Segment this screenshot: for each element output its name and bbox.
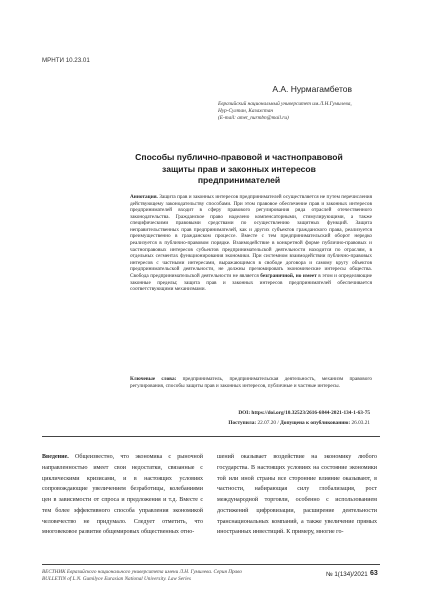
affiliation-email: (E-mail: amet_nurmbn@mail.ru) [218,115,289,122]
journal-footer [42,569,242,583]
keywords-label: Ключевые слова: [130,376,177,382]
article-title: Способы публично-правовой и частноправовой защиты прав и законных интересов предпринимателей [135,152,343,185]
abstract-text-tail: в этом и определяющие законные пределы; защита прав и законных интересов предпринимателей обеспечивается соответствующими механизмами. [130,272,372,293]
abstract-text: Защита прав и законных интересов предпринимателей осуществляется не путем перечисления действующему законодательству способами. При этом правовое обеспечение прав и законных интересов предпринимателей входит в сферу правового регулирования ряда отраслей отечественного законодательства. Гражданское право наделено компенсаторными, стимулирующими, а также специфическими правовыми средствами по осуществлению защитных функций. Защита неправительственных прав предпринимателей, как и других субъектов гражданского права, реализуется преимущественно в гражданском процессе. Вместе с тем предпринимательский оборот нередко реализуется в публично-правовом порядке. Взаимодействие в конкретной форме публично-правовых и частноправовых интересов субъектов предпринимательской деятельности находится по отраслям, в отдельных сегментах функционирования экономики. При системном взаимодействии публично-правовых интересов с частными интересами, выражающимся в свободе договора и самому кругу объектов предпринимательской деятельности, не должны презюмировать экономические интересы общества. Свобода предпринимательской деятельности не является [130,194,372,279]
received-date: 22.07.20 [257,420,277,426]
page-number: 63 [370,570,378,577]
doi-link[interactable]: DOI: https://doi.org/10.32523/2616-6844-2021-134-1-63-75 [238,410,370,416]
intro-label: Введение. [42,454,69,460]
affiliation-city: Нур-Султан, Казахстан [218,108,274,115]
abstract-bold-text: безграничной, но имеет [260,272,317,279]
date-separator: / [276,420,281,426]
keywords-text: предприниматель, предпринимательская деятельность, механизм правового регулирования, способы защиты прав и законных интересов, публичные и частные интересы. [130,376,373,389]
divider-top [42,436,380,437]
body-text-left: Общеизвестно, что экономика с рыночной направленностью имеет свои недостатки, связанные с циклическими кризисами, и в настоящих условиях сопровождающие увеличением безработицы, колебаниями цен в зависимости от спроса и предложения и т.д. Вместе с тем более эффективного способа управления экономикой человечество не придумало. Следует отметить, что многовековое развитие общемировых общественных отно- [42,454,203,536]
affiliation-university: Евразийский национальный университет им.Л.Н.Гумилева, [218,101,352,107]
mrnti-code: МРНТИ 10.23.01 [42,57,90,64]
body-column-right [217,452,377,538]
affiliation [218,101,378,123]
body-text-right: шений оказывает воздействие на экономику любого государства. В настоящих условиях на состояние экономики той или иной страны все сторонние влияние оказывают, в частности, набирающая силу глобализация, рост международной торговли, особенно с использованием достижений цифровизации, расширение деятельности транснациональных компаний, а также увеличение прямых иностранных инвестиций. К примеру, многие го- [217,454,377,536]
accepted-label: Допущена к опубликованию: [280,420,351,426]
body-column-left [42,452,203,538]
journal-name-ru: ВЕСТНИК Евразийского национального университета имени Л.Н. Гумилева. Серия Право [42,569,242,575]
issue-number: № 1(134)/2021 [326,571,368,578]
journal-name-en: BULLETIN of L.N. Gumilyov Eurasian National University. Law Series [42,576,191,582]
article-dates [228,420,370,426]
divider-bottom [42,564,380,565]
accepted-date: 26.03.21 [351,420,370,426]
abstract-label: Аннотация. [130,194,158,200]
author-name: А.А. Нурмагамбетов [272,84,352,94]
received-label: Поступила: [228,420,257,426]
keywords [130,376,372,389]
abstract [130,194,372,293]
